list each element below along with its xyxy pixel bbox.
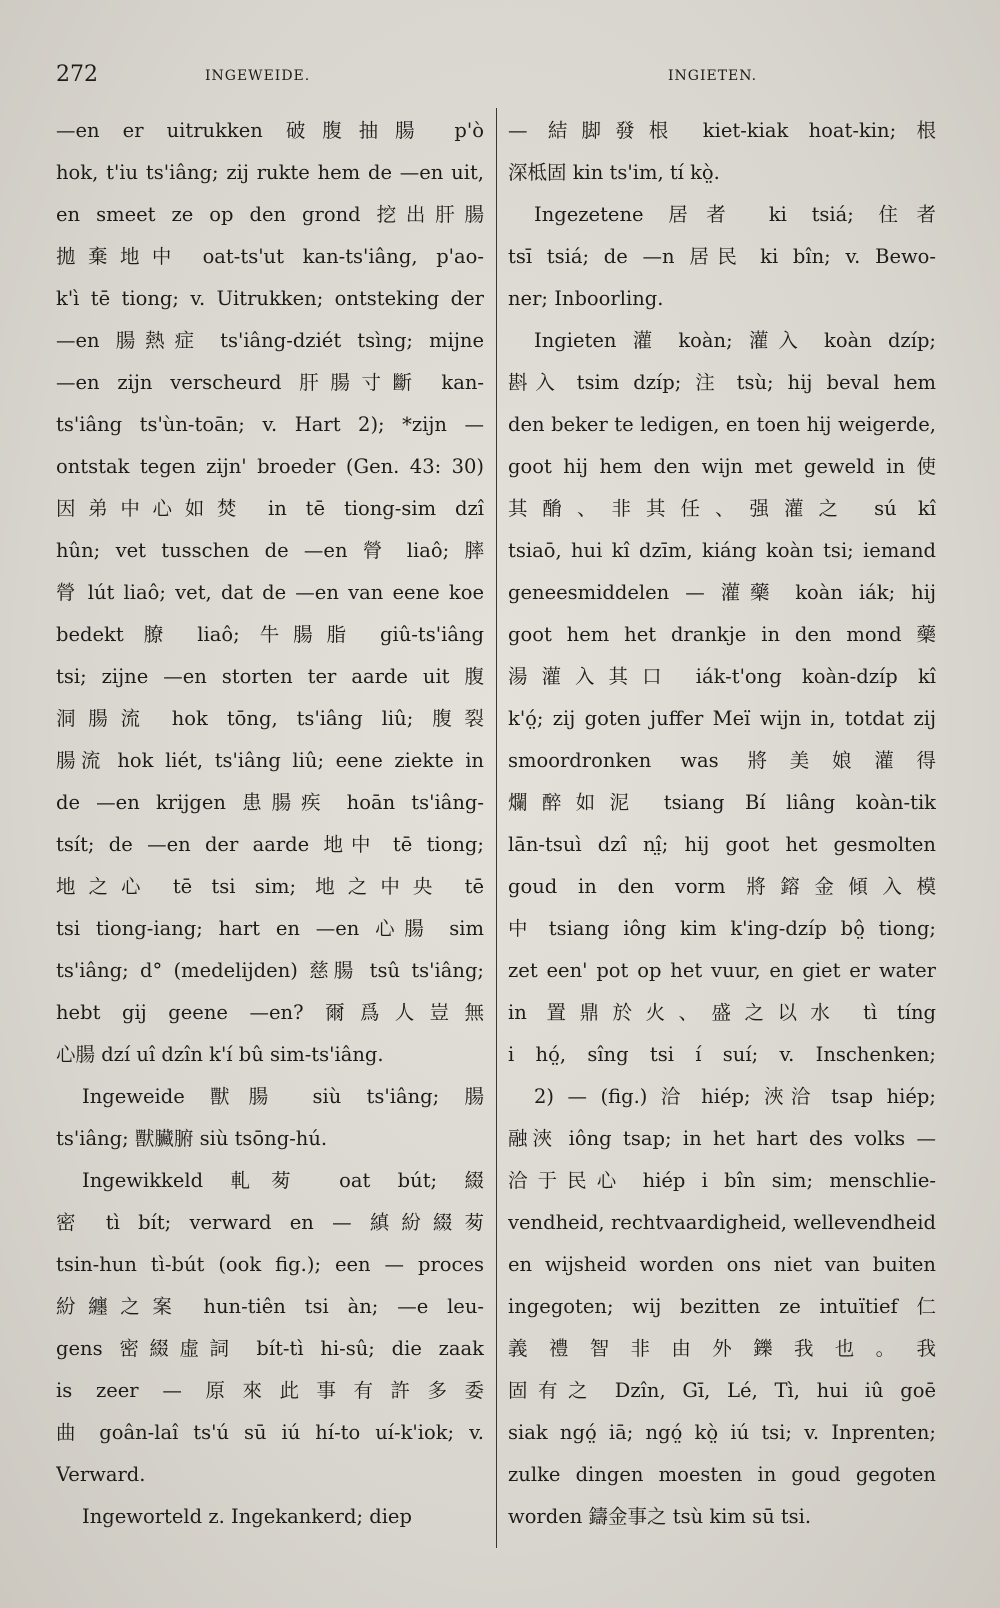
- text-line: 曲 goân-laî ts'ú sū iú hí-to uí-k'iok; v.: [56, 1421, 484, 1444]
- text-line: —en 腸熱症 ts'iâng-dziét tsìng; mijne: [56, 329, 484, 352]
- text-line: en smeet ze op den grond 挖出肝腸: [56, 203, 484, 226]
- text-line: 其酳、非其任、强灌之 sú kî: [508, 497, 936, 520]
- text-line: is zeer — 原來此事有許多委: [56, 1379, 484, 1402]
- text-line: lān-tsuì dzî nî̤; hij goot het gesmolten: [508, 833, 936, 856]
- text-line: bedekt 膫 liaô; 牛腸脂 giû-ts'iâng: [56, 623, 484, 646]
- text-line: k'ó̤; zij goten juffer Meï wijn in, totdat zij: [508, 707, 936, 730]
- text-line: goud in den vorm 將鎔金傾入模: [508, 875, 936, 898]
- text-line: 中 tsiang iông kim k'ing-dzíp bô̤ tiong;: [508, 917, 936, 940]
- text-line: ts'iâng ts'ùn-toān; v. Hart 2); *zijn —: [56, 413, 484, 436]
- text-line: hebt gij geene —en? 爾爲人豈無: [56, 1001, 484, 1024]
- page-header: [0, 62, 1000, 92]
- text-line: smoordronken was 將美娘灌得: [508, 749, 936, 772]
- text-line: 膋 lút liaô; vet, dat de —en van eene koe: [56, 581, 484, 604]
- left-column: [56, 110, 484, 1538]
- text-line: 心腸 dzí uî dzîn k'í bû sim-ts'iâng.: [56, 1043, 384, 1066]
- text-line: 湯灌入其口 iák-t'ong koàn-dzíp kî: [508, 665, 936, 688]
- text-line: 2) — (fig.) 洽 hiép; 浹洽 tsap hiép;: [534, 1085, 936, 1108]
- text-line: tsī tsiá; de —n 居民 ki bîn; v. Bewo-: [508, 245, 936, 268]
- text-line: ontstak tegen zijn' broeder (Gen. 43: 30): [56, 455, 484, 478]
- running-head-right: INGIETEN.: [668, 68, 758, 84]
- column-divider: [496, 108, 497, 1548]
- text-line: in 置鼎於火、盛之以水 tì tíng: [508, 1001, 936, 1024]
- text-line: Ingieten 灌 koàn; 灌入 koàn dzíp;: [534, 329, 936, 352]
- text-line: 紛纏之案 hun-tiên tsi àn; —e leu-: [56, 1295, 484, 1318]
- text-line: vendheid, rechtvaardigheid, wellevendheid: [508, 1211, 936, 1234]
- text-line: hok, t'iu ts'iâng; zij rukte hem de —en uit,: [56, 161, 484, 184]
- text-line: 固有之 Dzîn, Gī, Lé, Tì, hui iû goē: [508, 1379, 936, 1402]
- text-line: zulke dingen moesten in goud gegoten: [508, 1463, 936, 1486]
- text-line: goot hem het drankje in den mond 藥: [508, 623, 936, 646]
- text-line: worden 鑄金事之 tsù kim sū tsi.: [508, 1505, 812, 1528]
- text-line: i hó̤, sîng tsi í suí; v. Inschenken;: [508, 1043, 936, 1066]
- text-line: —en er uitrukken 破腹抽腸 p'ò: [56, 119, 484, 142]
- text-line: 洽于民心 hiép i bîn sim; menschlie-: [508, 1169, 936, 1192]
- text-line: siak ngó̤ iā; ngó̤ kò̤ iú tsi; v. Inprenten;: [508, 1421, 936, 1444]
- text-line: ingegoten; wij bezitten ze intuïtief 仁: [508, 1295, 936, 1318]
- text-line: Ingeweide 獸腸 siù ts'iâng; 腸: [82, 1085, 484, 1108]
- text-line: 深柢固 kin ts'im, tí kò̤.: [508, 161, 720, 184]
- page-number: 272: [56, 62, 98, 87]
- text-line: geneesmiddelen — 灌藥 koàn iák; hij: [508, 581, 936, 604]
- text-line: tsin-hun tì-bút (ook fig.); een — proces: [56, 1253, 484, 1276]
- text-line: tsiaō, hui kî dzīm, kiáng koàn tsi; iemand: [508, 539, 936, 562]
- running-head-left: INGEWEIDE.: [205, 68, 311, 84]
- text-line: de —en krijgen 患腸疾 hoān ts'iâng-: [56, 791, 484, 814]
- text-line: Ingezetene 居者 ki tsiá; 住者: [534, 203, 936, 226]
- text-line: zet een' pot op het vuur, en giet er water: [508, 959, 936, 982]
- text-line: 義禮智非由外鑠我也。我: [508, 1337, 936, 1360]
- text-line: ts'iâng; d° (medelijden) 慈腸 tsû ts'iâng;: [56, 959, 484, 982]
- text-line: k'ì tē tiong; v. Uitrukken; ontsteking der: [56, 287, 484, 310]
- text-line: 融浹 iông tsap; in het hart des volks —: [508, 1127, 936, 1150]
- text-line: goot hij hem den wijn met geweld in 使: [508, 455, 936, 478]
- text-line: 地之心 tē tsi sim; 地之中央 tē: [56, 875, 484, 898]
- text-line: tsi; zijne —en storten ter aarde uit 腹: [56, 665, 484, 688]
- text-line: Verward.: [56, 1463, 146, 1486]
- text-line: 爛醉如泥 tsiang Bí liâng koàn-tik: [508, 791, 936, 814]
- text-line: hûn; vet tusschen de —en 膋 liaô; 膟: [56, 539, 484, 562]
- text-line: 斟入 tsim dzíp; 注 tsù; hij beval hem: [508, 371, 936, 394]
- text-line: tsi tiong-iang; hart en —en 心腸 sim: [56, 917, 484, 940]
- text-line: den beker te ledigen, en toen hij weigerde,: [508, 413, 936, 436]
- text-line: 密 tì bít; verward en — 縝紛綴茐: [56, 1211, 484, 1234]
- text-line: tsít; de —en der aarde 地中 tē tiong;: [56, 833, 484, 856]
- right-column: [508, 110, 936, 1538]
- text-line: 洞腸流 hok tōng, ts'iâng liû; 腹裂: [56, 707, 484, 730]
- text-line: ts'iâng; 獸臟腑 siù tsōng-hú.: [56, 1127, 328, 1150]
- text-line: Ingewikkeld 軋茐 oat bút; 綴: [82, 1169, 484, 1192]
- text-line: 拋棄地中 oat-ts'ut kan-ts'iâng, p'ao-: [56, 245, 484, 268]
- text-line: en wijsheid worden ons niet van buiten: [508, 1253, 936, 1276]
- text-line: ner; Inboorling.: [508, 287, 664, 310]
- text-line: Ingeworteld z. Ingekankerd; diep: [82, 1505, 412, 1528]
- text-line: — 結脚發根 kiet-kiak hoat-kin; 根: [508, 119, 936, 142]
- text-line: gens 密綴虛詞 bít-tì hi-sû; die zaak: [56, 1337, 484, 1360]
- text-line: 腸流 hok liét, ts'iâng liû; eene ziekte in: [56, 749, 484, 772]
- text-line: —en zijn verscheurd 肝腸寸斷 kan-: [56, 371, 484, 394]
- text-line: 因弟中心如焚 in tē tiong-sim dzî: [56, 497, 484, 520]
